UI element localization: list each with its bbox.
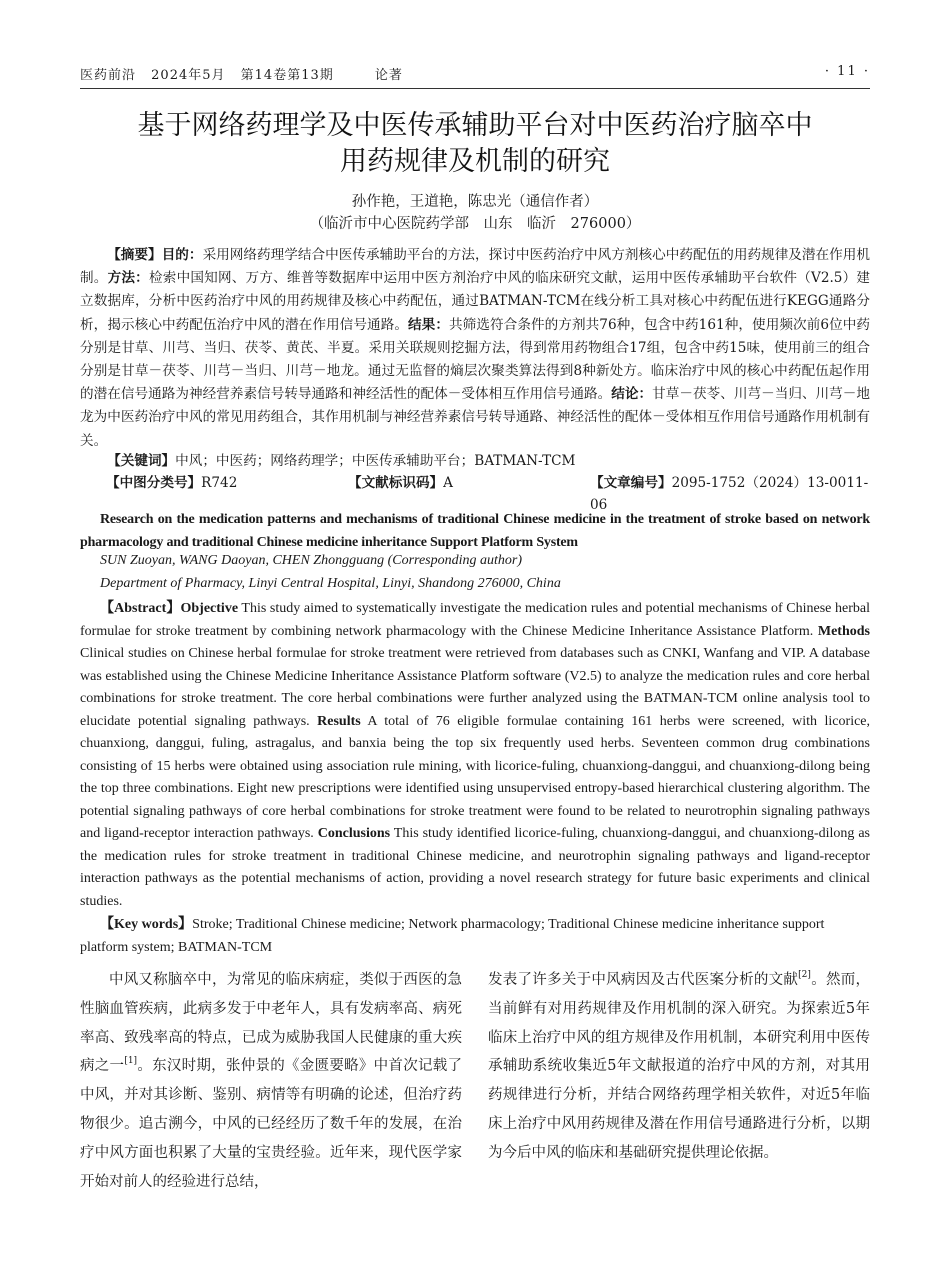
en-results-label: Results xyxy=(317,713,361,729)
issue-date: 2024年5月 xyxy=(151,68,226,83)
methods-text: 检索中国知网、万方、维普等数据库中运用中医方剂治疗中风的临床研究文献，运用中医传承辅助平台软件（V2.5）建立数据库，分析中医药治疗中风的用药规律及核心中药配伍，通过BATMAN-TCM在线分析工具对核心中药配伍进行KEGG通路分析，揭示核心中药配伍治疗中风的潜在作用信号通路。 xyxy=(80,270,871,333)
page-number: · 11 · xyxy=(824,64,870,79)
body-left-text-b: 。东汉时期，张仲景的《金匮要略》中首次记载了中风，并对其诊断、鉴别、病情等有明确的论述，但治疗药物很少。追古溯今，中风的已经经历了数千年的发展，在治疗中风方面也积累了大量的宝贵经验。近年来，现代医学家开始对前人的经验进行总结， xyxy=(80,1058,463,1190)
body-left-text-a: 中风又称脑卒中，为常见的临床病症，类似于西医的急性脑血管疾病，此病多发于中老年人，具有发病率高、病死率高、致残率高的特点，已成为威胁我国人民健康的重大疾病之一 xyxy=(80,972,462,1075)
en-objective-text: This study aimed to systematically investigate the medication rules and potential mechanisms of Chinese herbal formulae for stroke treatment by combining network pharmacology with the Chinese Medicine Inheritance Assistance Platform. xyxy=(80,601,870,639)
en-abstract-label: 【Abstract】 xyxy=(100,601,181,616)
doc-code-field xyxy=(348,472,453,494)
title-line-2: 用药规律及机制的研究 xyxy=(340,146,610,177)
english-keywords xyxy=(80,914,870,959)
objective-text: 采用网络药理学结合中医传承辅助平台的方法，探讨中医药治疗中风方剂核心中药配伍的用药规律及潜在作用机制。 xyxy=(80,247,871,287)
citation-2: [2] xyxy=(798,970,811,980)
article-number-value: 2095-1752（2024）13-0011-06 xyxy=(590,475,869,513)
affiliation: （临沂市中心医院药学部 山东 临沂 276000） xyxy=(309,216,641,232)
en-conclusions-label: Conclusions xyxy=(317,826,391,841)
classification-row xyxy=(80,472,870,513)
english-title: Research on the medication patterns and mechanisms of traditional Chinese medicine in the treatment of stroke based on network pharmacology and traditional Chinese medicine inheritance Support Platform System xyxy=(80,512,870,550)
body-right-text-a: 发表了许多关于中风病因及古代医案分析的文献 xyxy=(488,972,799,988)
article-title xyxy=(80,108,870,180)
chinese-keywords xyxy=(80,450,870,472)
en-results-text: A total of 76 eligible formulae containing 161 herbs were screened, with licorice, chuanxiong, danggui, fuling, astragalus, and banxia being the top six frequently used herbs. Seventeen common drug combinations consisting of 15 herbs were obtained using association rule mining, with licorice-fuling, chuanxiong-danggui, and chuanxiong-dilong being the top three combinations. Eight new prescriptions were identified using unsupervised entropy-based hierarchical clustering algorithm. The potential signaling pathways of core herbal combinations for stroke treatment were found to be related to neurotrophin signaling pathways and ligand-receptor interaction pathways. xyxy=(80,713,871,841)
body-column-right xyxy=(488,966,870,1168)
volume-issue: 第14卷第13期 xyxy=(240,68,334,83)
conclusion-label: 结论： xyxy=(611,386,653,403)
citation-1: [1] xyxy=(124,1056,138,1067)
running-header-left xyxy=(80,64,413,83)
english-affiliation: Department of Pharmacy, Linyi Central Hospital, Linyi, Shandong 276000, China xyxy=(100,576,561,591)
english-abstract xyxy=(80,598,870,913)
clc-value: R742 xyxy=(201,475,238,491)
en-conclusions-text: This study identified licorice-fuling, chuanxiong-danggui, and chuanxiong-dilong as the medication rules for stroke treatment in traditional Chinese medicine, and neurotrophin signaling pathways and ligand-receptor interaction pathways as the potential mechanisms of action, providing a novel research strategy for future basic experiments and clinical studies. xyxy=(80,826,870,909)
results-label: 结果： xyxy=(407,316,449,333)
results-text: 共筛选符合条件的方剂共76种，包含中药161种，使用频次前6位中药分别是甘草、川芎、当归、茯苓、黄芪、半夏。采用关联规则挖掘方法，得到常用药物组合17组，包含中药15味，使用前三的组合分别是甘草－茯苓、川芎－当归、川芎－地龙。通过无监督的熵层次聚类算法得到8种新处方。临床治疗中风的核心中药配伍起作用的潜在信号通路为神经营养素信号转导通路和神经活性的配体－受体相互作用信号通路。 xyxy=(80,316,871,403)
en-methods-text: Clinical studies on Chinese herbal formulae for stroke treatment were retrieved from databases such as CNKI, Wanfang and VIP. A database was established using the Chinese Medicine Inheritance Assistance Platform software (V2.5) to analyze the medication rules and core herbal combinations for stroke treatment. The core herbal combinations were further analyzed using the BATMAN-TCM online analysis tool to elucidate potential signaling pathways. xyxy=(80,646,870,729)
english-authors: SUN Zuoyan, WANG Daoyan, CHEN Zhongguang (Corresponding author) xyxy=(100,553,523,568)
en-objective-label: Objective xyxy=(180,601,239,616)
methods-label: 方法： xyxy=(107,270,149,287)
en-methods-label: Methods xyxy=(817,623,870,639)
section-label: 论著 xyxy=(374,68,403,83)
chinese-abstract xyxy=(80,244,870,453)
clc-field xyxy=(106,472,237,494)
objective-label: 目的： xyxy=(161,247,203,263)
en-keywords-label: 【Key words】 xyxy=(100,917,193,932)
clc-label: 【中图分类号】 xyxy=(106,475,202,491)
doc-code-value: A xyxy=(443,475,453,491)
en-keywords-text: Stroke; Traditional Chinese medicine; Network pharmacology; Traditional Chinese medicine inheritance support platform system; BATMAN-TCM xyxy=(80,917,825,955)
doc-code-label: 【文献标识码】 xyxy=(348,475,444,491)
body-right-text-b: 。然而，当前鲜有对用药规律及作用机制的深入研究。为探索近5年临床上治疗中风的组方规律及作用机制，本研究利用中医传承辅助系统收集近5年文献报道的治疗中风的方剂，对其用药规律进行分析，并结合网络药理学相关软件，对近5年临床上治疗中风用药规律及潜在作用信号通路进行分析，以期为今后中风的临床和基础研究提供理论依据。 xyxy=(488,972,871,1161)
author-list: 孙作艳，王道艳，陈忠光（通信作者） xyxy=(351,194,599,210)
journal-name: 医药前沿 xyxy=(80,68,137,83)
conclusion-text: 甘草－茯苓、川芎－当归、川芎－地龙为中医药治疗中风的常见用药组合，其作用机制与神经营养素信号转导通路、神经活性的配体－受体相互作用信号通路作用机制有关。 xyxy=(80,386,871,449)
title-line-1: 基于网络药理学及中医传承辅助平台对中医药治疗脑卒中 xyxy=(137,110,813,141)
body-column-left xyxy=(80,966,462,1196)
keywords-label: 【关键词】 xyxy=(107,453,176,469)
abstract-label: 【摘要】 xyxy=(107,247,162,263)
running-header xyxy=(80,62,870,89)
keywords-text: 中风；中医药；网络药理学；中医传承辅助平台；BATMAN-TCM xyxy=(175,453,576,469)
article-number-label: 【文章编号】 xyxy=(590,475,672,491)
